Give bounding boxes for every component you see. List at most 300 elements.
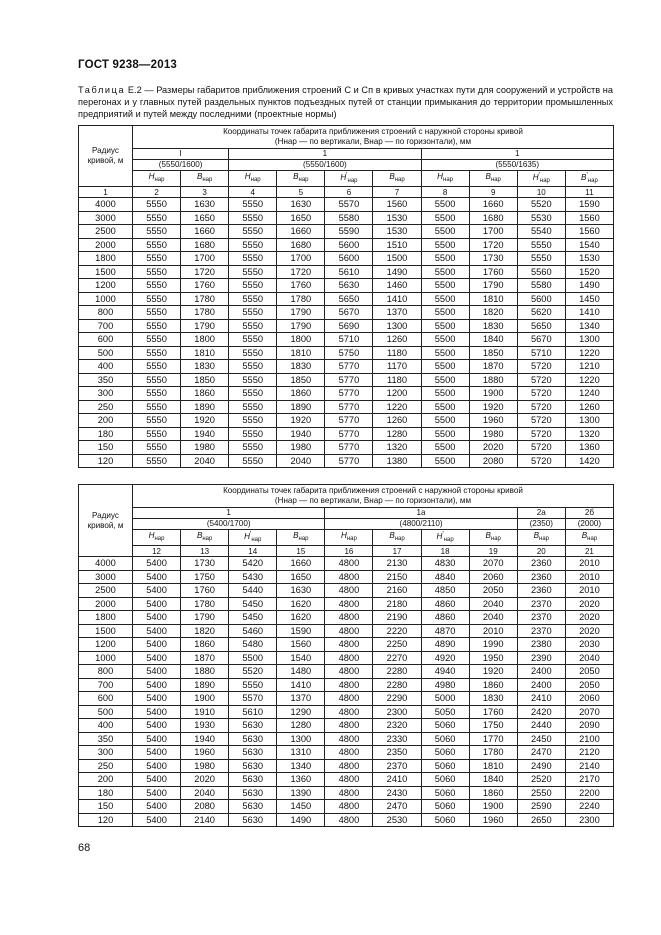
value-cell: 4890 [421, 638, 469, 652]
radius-cell: 3000 [79, 570, 133, 584]
value-cell: 5550 [229, 238, 277, 252]
value-cell: 1620 [277, 611, 325, 625]
point-pair: (4800/2110) [325, 519, 517, 530]
value-cell: 1280 [277, 719, 325, 733]
value-cell: 2400 [517, 665, 565, 679]
value-cell: 4850 [421, 584, 469, 598]
value-cell: 5630 [229, 719, 277, 733]
column-numbers [79, 187, 614, 198]
value-cell: 5550 [133, 252, 181, 266]
radius-cell: 300 [79, 387, 133, 401]
value-cell: 4980 [421, 678, 469, 692]
value-cell: 5060 [421, 800, 469, 814]
value-cell: 1700 [469, 225, 517, 239]
value-cell: 5400 [133, 638, 181, 652]
radius-cell: 4000 [79, 557, 133, 571]
value-cell: 1650 [277, 211, 325, 225]
column-number: 9 [469, 187, 517, 198]
value-cell: 1660 [469, 198, 517, 212]
table-row [79, 638, 614, 652]
value-cell: 4800 [325, 719, 373, 733]
value-cell: 5500 [421, 346, 469, 360]
value-cell: 1780 [277, 292, 325, 306]
caption-label: Таблица [78, 85, 126, 95]
value-cell: 5060 [421, 719, 469, 733]
point-label: 2а [517, 508, 565, 519]
value-cell: 1210 [565, 360, 613, 374]
value-cell: 2330 [373, 732, 421, 746]
value-cell: 2590 [517, 800, 565, 814]
table-row [79, 732, 614, 746]
value-cell: 5550 [133, 292, 181, 306]
value-cell: 2090 [565, 719, 613, 733]
value-cell: 2040 [181, 786, 229, 800]
document-header: ГОСТ 9238—2013 [78, 59, 178, 71]
radius-cell: 4000 [79, 198, 133, 212]
radius-cell: 250 [79, 759, 133, 773]
value-cell: 2010 [469, 624, 517, 638]
value-cell: 1220 [373, 400, 421, 414]
value-cell: 1790 [469, 279, 517, 293]
value-cell: 2190 [373, 611, 421, 625]
radius-cell: 1200 [79, 638, 133, 652]
value-cell: 5770 [325, 414, 373, 428]
value-cell: 1810 [181, 346, 229, 360]
value-cell: 5600 [325, 238, 373, 252]
value-cell: 1660 [277, 225, 325, 239]
value-cell: 1660 [181, 225, 229, 239]
value-cell: 5770 [325, 400, 373, 414]
table-row [79, 557, 614, 571]
value-cell: 5720 [517, 373, 565, 387]
value-cell: 1860 [469, 678, 517, 692]
value-cell: 5500 [421, 454, 469, 468]
radius-cell: 1200 [79, 279, 133, 293]
value-cell: 5550 [133, 225, 181, 239]
value-cell: 1460 [373, 279, 421, 293]
value-cell: 2180 [373, 597, 421, 611]
value-cell: 5400 [133, 557, 181, 571]
value-cell: 1220 [565, 346, 613, 360]
point-label: 1а [325, 508, 517, 519]
column-number: 4 [229, 187, 277, 198]
value-cell: 5400 [133, 759, 181, 773]
value-cell: 4800 [325, 800, 373, 814]
radius-cell: 600 [79, 692, 133, 706]
value-cell: 5060 [421, 732, 469, 746]
table-row [79, 719, 614, 733]
column-number: 17 [373, 546, 421, 557]
point-label: I [133, 149, 229, 160]
value-cell: 5550 [229, 454, 277, 468]
coords-header-line1: Координаты точек габарита приближения строений с наружной стороны кривой [223, 127, 523, 136]
radius-cell: 2000 [79, 597, 133, 611]
value-cell: 5710 [517, 346, 565, 360]
value-cell: 1800 [181, 333, 229, 347]
value-cell: 1560 [565, 211, 613, 225]
point-pair: (5550/1600) [133, 160, 229, 171]
radius-cell: 180 [79, 786, 133, 800]
value-cell: 5550 [133, 441, 181, 455]
value-cell: 1980 [469, 427, 517, 441]
column-number: 3 [181, 187, 229, 198]
value-cell: 1820 [181, 624, 229, 638]
value-cell: 5550 [133, 427, 181, 441]
value-cell: 2200 [565, 786, 613, 800]
value-cell: 2400 [517, 678, 565, 692]
value-cell: 5430 [229, 570, 277, 584]
value-cell: 1620 [277, 597, 325, 611]
table-body [79, 557, 614, 827]
value-cell: 5550 [133, 198, 181, 212]
value-cell: 5570 [325, 198, 373, 212]
value-cell: 1770 [469, 732, 517, 746]
value-cell: 5400 [133, 611, 181, 625]
value-cell: 5550 [133, 346, 181, 360]
value-cell: 1760 [277, 279, 325, 293]
clearance-table-part-1 [78, 125, 614, 468]
value-cell: 2370 [517, 624, 565, 638]
value-cell: 5630 [229, 800, 277, 814]
value-cell: 5600 [517, 292, 565, 306]
radius-cell: 150 [79, 800, 133, 814]
value-cell: 1860 [181, 638, 229, 652]
value-cell: 1870 [181, 651, 229, 665]
value-cell: 5560 [517, 265, 565, 279]
point-label: 1 [133, 508, 325, 519]
value-cell: 1880 [181, 665, 229, 679]
value-cell: 5550 [229, 333, 277, 347]
value-cell: 5500 [421, 373, 469, 387]
table-row [79, 665, 614, 679]
value-cell: 5420 [229, 557, 277, 571]
value-cell: 5590 [325, 225, 373, 239]
value-cell: 2550 [517, 786, 565, 800]
value-cell: 1200 [373, 387, 421, 401]
radius-cell: 1500 [79, 624, 133, 638]
value-cell: 1560 [565, 225, 613, 239]
value-cell: 2430 [373, 786, 421, 800]
column-symbols: $H_{нар}$ $B_{нар}$ $H_{нар}$ $B_{нар}$ $H'_{нар}$ $B_{нар}$ $H_{нар}$ $B_{нар}$ $H'_{нар}$ $B'_{нар}$ [79, 171, 614, 187]
value-cell: 4800 [325, 786, 373, 800]
value-cell: 5550 [229, 441, 277, 455]
coords-header-line2: (Hнар — по вертикали, Bнар — по горизонтали), мм [274, 496, 472, 505]
value-cell: 1410 [565, 306, 613, 320]
value-cell: 1960 [181, 746, 229, 760]
table-row [79, 333, 614, 347]
value-cell: 2220 [373, 624, 421, 638]
value-cell: 2010 [565, 584, 613, 598]
value-cell: 1790 [181, 319, 229, 333]
table-row [79, 238, 614, 252]
table-row [79, 387, 614, 401]
value-cell: 1560 [277, 638, 325, 652]
value-cell: 1410 [373, 292, 421, 306]
value-cell: 1750 [181, 570, 229, 584]
value-cell: 2350 [373, 746, 421, 760]
value-cell: 1860 [277, 387, 325, 401]
value-cell: 2410 [373, 773, 421, 787]
value-cell: 1300 [565, 414, 613, 428]
value-cell: 2650 [517, 813, 565, 827]
table-row [79, 225, 614, 239]
value-cell: 1830 [469, 319, 517, 333]
point-label: 1 [229, 149, 421, 160]
value-cell: 1780 [181, 292, 229, 306]
value-cell: 1260 [373, 333, 421, 347]
value-cell: 5720 [517, 360, 565, 374]
value-cell: 2050 [469, 584, 517, 598]
value-cell: 5400 [133, 597, 181, 611]
value-cell: 5670 [325, 306, 373, 320]
point-pair: (2000) [565, 519, 613, 530]
value-cell: 2080 [181, 800, 229, 814]
value-cell: 2280 [373, 665, 421, 679]
value-cell: 4800 [325, 813, 373, 827]
value-cell: 1360 [565, 441, 613, 455]
value-cell: 2470 [517, 746, 565, 760]
value-cell: 5550 [133, 319, 181, 333]
value-cell: 1300 [565, 333, 613, 347]
value-cell: 5500 [421, 265, 469, 279]
value-cell: 1280 [373, 427, 421, 441]
value-cell: 2160 [373, 584, 421, 598]
column-number: 18 [421, 546, 469, 557]
value-cell: 5750 [325, 346, 373, 360]
value-cell: 2040 [181, 454, 229, 468]
table-row [79, 292, 614, 306]
value-cell: 5500 [421, 252, 469, 266]
value-cell: 2040 [277, 454, 325, 468]
value-cell: 1900 [181, 692, 229, 706]
point-pair: (5400/1700) [133, 519, 325, 530]
value-cell: 1940 [277, 427, 325, 441]
table-caption [78, 84, 613, 121]
value-cell: 5550 [133, 211, 181, 225]
value-cell: 1530 [373, 211, 421, 225]
radius-cell: 1800 [79, 252, 133, 266]
value-cell: 1980 [181, 441, 229, 455]
value-cell: 1590 [277, 624, 325, 638]
value-cell: 2300 [373, 705, 421, 719]
value-cell: 5550 [229, 373, 277, 387]
value-cell: 5450 [229, 597, 277, 611]
value-cell: 4800 [325, 732, 373, 746]
value-cell: 1520 [565, 265, 613, 279]
value-cell: 1830 [277, 360, 325, 374]
value-cell: 2100 [565, 732, 613, 746]
value-cell: 1450 [277, 800, 325, 814]
table-row [79, 773, 614, 787]
value-cell: 5580 [517, 279, 565, 293]
value-cell: 5770 [325, 373, 373, 387]
radius-cell: 200 [79, 414, 133, 428]
value-cell: 2520 [517, 773, 565, 787]
value-cell: 5400 [133, 651, 181, 665]
value-cell: 1300 [373, 319, 421, 333]
radius-cell: 1500 [79, 265, 133, 279]
table-row [79, 584, 614, 598]
value-cell: 1700 [277, 252, 325, 266]
value-cell: 2280 [373, 678, 421, 692]
value-cell: 1890 [181, 678, 229, 692]
table-row [79, 624, 614, 638]
value-cell: 1790 [277, 319, 325, 333]
radius-cell: 1000 [79, 292, 133, 306]
value-cell: 5400 [133, 570, 181, 584]
value-cell: 1830 [469, 692, 517, 706]
radius-cell: 250 [79, 400, 133, 414]
value-cell: 4800 [325, 665, 373, 679]
radius-cell: 400 [79, 719, 133, 733]
column-number: 8 [421, 187, 469, 198]
table-row [79, 746, 614, 760]
value-cell: 5550 [229, 427, 277, 441]
value-cell: 5520 [229, 665, 277, 679]
value-cell: 1790 [277, 306, 325, 320]
value-cell: 4800 [325, 638, 373, 652]
table-row [79, 813, 614, 827]
value-cell: 5500 [421, 225, 469, 239]
radius-cell: 120 [79, 454, 133, 468]
radius-cell: 2500 [79, 584, 133, 598]
value-cell: 1980 [277, 441, 325, 455]
value-cell: 5600 [325, 252, 373, 266]
value-cell: 5500 [421, 441, 469, 455]
coords-header [133, 485, 614, 508]
column-number: 1 [79, 187, 133, 198]
value-cell: 1800 [277, 333, 325, 347]
value-cell: 1860 [181, 387, 229, 401]
value-cell: 2370 [517, 597, 565, 611]
value-cell: 5400 [133, 665, 181, 679]
table-row [79, 198, 614, 212]
table-row [79, 705, 614, 719]
value-cell: 2170 [565, 773, 613, 787]
value-cell: 1890 [181, 400, 229, 414]
value-cell: 2360 [517, 570, 565, 584]
value-cell: 5540 [517, 225, 565, 239]
value-cell: 5500 [421, 211, 469, 225]
value-cell: 1810 [469, 759, 517, 773]
value-cell: 2470 [373, 800, 421, 814]
value-cell: 2060 [469, 570, 517, 584]
value-cell: 1410 [277, 678, 325, 692]
value-cell: 5570 [229, 692, 277, 706]
value-cell: 1720 [277, 265, 325, 279]
value-cell: 2130 [373, 557, 421, 571]
value-cell: 5550 [229, 319, 277, 333]
value-cell: 2360 [517, 584, 565, 598]
value-cell: 2450 [517, 732, 565, 746]
value-cell: 4800 [325, 692, 373, 706]
value-cell: 1850 [469, 346, 517, 360]
value-cell: 1680 [469, 211, 517, 225]
value-cell: 5400 [133, 813, 181, 827]
value-cell: 5720 [517, 454, 565, 468]
value-cell: 1650 [181, 211, 229, 225]
value-cell: 5550 [133, 265, 181, 279]
value-cell: 4800 [325, 624, 373, 638]
value-cell: 5650 [325, 292, 373, 306]
table-row [79, 597, 614, 611]
value-cell: 2360 [517, 557, 565, 571]
value-cell: 2240 [565, 800, 613, 814]
value-cell: 1420 [565, 454, 613, 468]
value-cell: 5060 [421, 786, 469, 800]
table-row [79, 759, 614, 773]
value-cell: 4800 [325, 611, 373, 625]
value-cell: 4800 [325, 746, 373, 760]
value-cell: 2020 [469, 441, 517, 455]
value-cell: 5770 [325, 387, 373, 401]
value-cell: 1940 [181, 427, 229, 441]
value-cell: 4860 [421, 611, 469, 625]
table-row [79, 651, 614, 665]
value-cell: 2390 [517, 651, 565, 665]
value-cell: 2040 [565, 651, 613, 665]
value-cell: 2020 [181, 773, 229, 787]
value-cell: 1890 [277, 400, 325, 414]
value-cell: 5400 [133, 624, 181, 638]
caption-text: Е.2 — Размеры габаритов приближения строений С и Сп в кривых участках пути для сооружений и устройств на перегонах и у главных путей раздельных пунктов подъездных путей от станции примыкания до территории промышленных предприятий и путей между последними (проектные нормы) [78, 85, 613, 120]
value-cell: 1480 [277, 665, 325, 679]
value-cell: 5720 [517, 441, 565, 455]
value-cell: 1260 [373, 414, 421, 428]
value-cell: 1880 [469, 373, 517, 387]
value-cell: 1990 [469, 638, 517, 652]
radius-cell: 200 [79, 773, 133, 787]
table-row [79, 786, 614, 800]
value-cell: 1290 [277, 705, 325, 719]
value-cell: 4800 [325, 557, 373, 571]
value-cell: 1930 [181, 719, 229, 733]
value-cell: 2020 [565, 624, 613, 638]
value-cell: 1910 [181, 705, 229, 719]
value-cell: 1490 [565, 279, 613, 293]
value-cell: 5550 [229, 225, 277, 239]
value-cell: 5400 [133, 678, 181, 692]
value-cell: 2020 [565, 597, 613, 611]
value-cell: 5500 [421, 414, 469, 428]
table-row [79, 346, 614, 360]
value-cell: 5630 [229, 813, 277, 827]
value-cell: 1730 [469, 252, 517, 266]
value-cell: 5500 [421, 279, 469, 293]
radius-cell: 600 [79, 333, 133, 347]
value-cell: 1220 [565, 373, 613, 387]
value-cell: 1730 [181, 557, 229, 571]
value-cell: 2020 [565, 611, 613, 625]
value-cell: 5550 [229, 252, 277, 266]
value-cell: 5500 [421, 400, 469, 414]
value-cell: 5630 [229, 746, 277, 760]
radius-cell: 400 [79, 360, 133, 374]
table-row [79, 373, 614, 387]
value-cell: 5400 [133, 746, 181, 760]
table-row [79, 319, 614, 333]
value-cell: 1960 [469, 414, 517, 428]
value-cell: 1170 [373, 360, 421, 374]
radius-header: Радиус кривой, м [79, 485, 133, 557]
value-cell: 5550 [133, 387, 181, 401]
column-numbers [79, 546, 614, 557]
value-cell: 1320 [565, 427, 613, 441]
value-cell: 5060 [421, 813, 469, 827]
value-cell: 1760 [181, 279, 229, 293]
radius-cell: 500 [79, 705, 133, 719]
value-cell: 5630 [229, 786, 277, 800]
